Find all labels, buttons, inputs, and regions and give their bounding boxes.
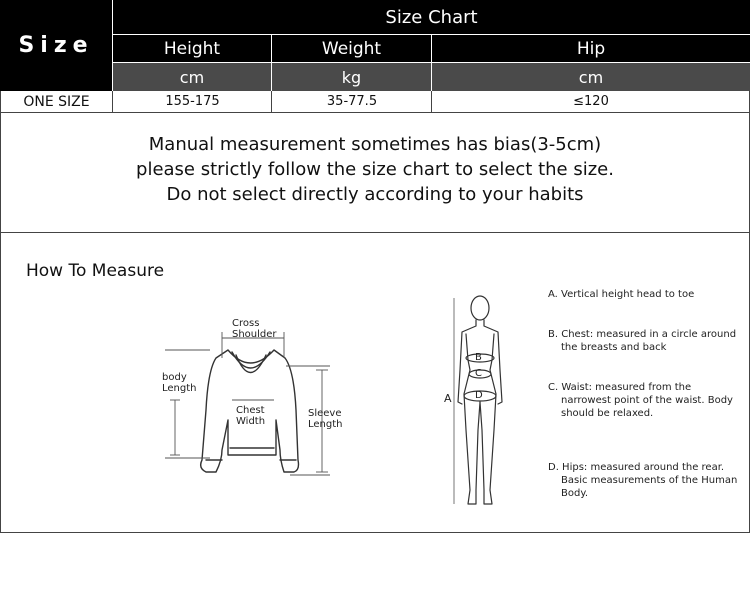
row-size-name: ONE SIZE <box>23 93 90 110</box>
column-header-hip: Hip <box>432 35 750 62</box>
header-divider <box>431 35 432 91</box>
how-to-measure-title: How To Measure <box>26 261 165 281</box>
body-length-label: body Length <box>162 372 197 394</box>
column-unit-weight: kg <box>272 63 431 91</box>
column-header-weight: Weight <box>272 35 431 62</box>
notice-line: please strictly follow the size chart to select the size. <box>136 159 614 180</box>
chest-width-label: Chest Width <box>236 405 266 427</box>
size-chart-title: Size Chart <box>113 0 750 34</box>
header-divider <box>112 0 113 91</box>
row-hip-value: ≤120 <box>573 94 609 109</box>
row-weight-value: 35-77.5 <box>326 94 378 109</box>
figure-label-d: D <box>475 390 483 401</box>
cross-shoulder-label: Cross Shoulder <box>232 318 277 340</box>
figure-label-c: C <box>475 368 482 379</box>
row-divider <box>112 91 113 112</box>
size-column-header: Size <box>0 0 112 91</box>
row-divider <box>431 91 432 112</box>
column-header-height: Height <box>113 35 271 62</box>
note-waist: C. Waist: measured from the narrowest point of the waist. Body should be relaxed. <box>548 382 733 419</box>
column-unit-height: cm <box>113 63 271 91</box>
sleeve-length-label: Sleeve Length <box>308 408 343 430</box>
body-figure-diagram <box>440 290 520 520</box>
note-height: A. Vertical height head to toe <box>548 289 695 300</box>
header-divider <box>271 35 272 91</box>
note-hips: D. Hips: measured around the rear. Basic measurements of the Human Body. <box>548 462 738 499</box>
figure-label-b: B <box>475 352 482 363</box>
note-chest: B. Chest: measured in a circle around the breasts and back <box>548 329 737 353</box>
notice-text <box>0 132 750 207</box>
column-unit-hip: cm <box>432 63 750 91</box>
figure-label-a: A <box>444 392 452 405</box>
notice-line: Do not select directly according to your habits <box>166 184 584 205</box>
row-divider <box>271 91 272 112</box>
notice-line: Manual measurement sometimes has bias(3-5cm) <box>148 134 602 155</box>
row-height-value: 155-175 <box>165 94 220 109</box>
